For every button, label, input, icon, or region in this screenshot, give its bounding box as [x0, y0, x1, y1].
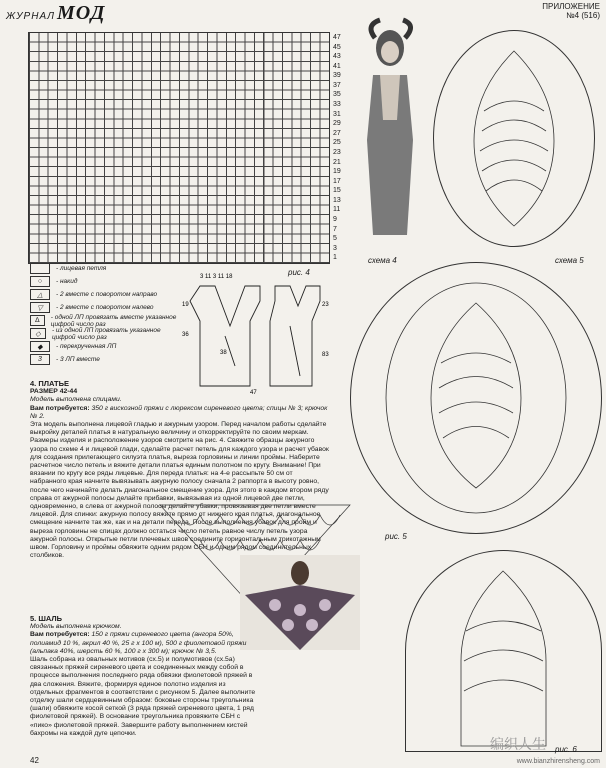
- scheme-5a-drawing: [406, 551, 601, 751]
- legend-text: - лицевая петля: [56, 265, 107, 272]
- magazine-prefix: ЖУРНАЛ: [6, 11, 55, 22]
- page-number: 42: [30, 756, 39, 765]
- scheme-5a-motif: [405, 550, 602, 752]
- chart-legend: [30, 262, 180, 366]
- supplement-label: [542, 2, 600, 20]
- dim-right-83: 83: [322, 352, 329, 358]
- dim-left-19: 19: [182, 302, 189, 308]
- dress-body: Эта модель выполнена лицевой гладью и ажурным узором. Перед началом работы сделайте выкройку деталей платья в натуральную величину и откорректируйте по своим меркам. Размеры изделия и расположение узоров смотрите на рис. 4. Свяжите образцы ажурного узора по схеме 4 и лицевой глади, сделайте расчет петель для каждого узора и расчет убавок для создания прилегающего силуэта платья, выреза горловины и линии проймы. Наберите расчетное число петель и вяжите детали платья единым полотном по кругу. Внимание! При вязании по кругу все ряды лицевые. Для переда платья: на 4-е рассыпьте 50 см от набранного края начните вывязывать ажурную полосу сначала 2 раппорта в высоту ровно, после чего начинайте делать диагональное смещение узора. Для этого в каждом втором ряду справа от ажурной полосы делайте прибавки, вывязывая из одной лицевой две петли, одновременно, в слева от ажурной полосы делайте убавки, провязывая две петли вместе лицевой. Для спинки: ажурную полосу вяжите прямо от нижнего края платья, диагональное смещение начните так же, как и на детали переда. После выполнения убавок для пройм и выреза горловины не спицах должно остаться число петель равное числу петель узора ажурной полосы. Открытые петли плечевых швов соедините горизонтальным трикотажным швом. Горловину и проймы обвяжите одним рядом СБН и одним рядом соединительных столбиков.: [30, 421, 329, 560]
- legend-item: [30, 327, 180, 340]
- shawl-method: Модель выполнена крючком.: [30, 623, 122, 631]
- legend-item: [30, 301, 180, 314]
- shawl-title: 5. ШАЛЬ: [30, 614, 63, 623]
- legend-item: [30, 353, 180, 366]
- legend-text: - 2 вместе с поворотом налево: [56, 304, 154, 311]
- chart-row-number: 17: [333, 177, 341, 185]
- legend-text: - из одной ЛП провязать указанное цифрой число раз: [51, 326, 161, 341]
- dress-pattern-drawing: [180, 266, 329, 396]
- legend-symbol: △: [30, 289, 50, 300]
- chart-row-number: 21: [333, 158, 341, 166]
- chart-row-number: 11: [333, 206, 341, 214]
- shawl-need-label: Вам потребуется:: [30, 631, 90, 639]
- page-header: [0, 0, 606, 22]
- legend-symbol: ◆: [30, 341, 50, 352]
- chart-row-number: 35: [333, 91, 341, 99]
- dim-right-23: 23: [322, 302, 329, 308]
- magazine-name: МОД: [56, 2, 106, 24]
- chart-row-number: 25: [333, 139, 341, 147]
- chart-row-number: 15: [333, 187, 341, 195]
- knitting-chart-grid: [28, 32, 330, 264]
- dim-top: 3 11 3 11 18: [200, 274, 233, 280]
- dress-model-photo: [345, 20, 435, 245]
- watermark-url: www.bianzhirensheng.com: [516, 758, 600, 765]
- chart-row-number: 9: [333, 216, 337, 224]
- legend-symbol: ▽: [30, 302, 50, 313]
- fig-5-label: рис. 5: [385, 532, 407, 541]
- scheme-5-label: схема 5: [555, 256, 584, 265]
- fig-shawl-label: рис. 6: [555, 745, 577, 754]
- dress-method: Модель выполнена спицами.: [30, 396, 122, 404]
- shawl-article: [30, 615, 260, 738]
- legend-symbol: ∆: [30, 315, 45, 326]
- legend-text: - 2 вместе с поворотом направо: [56, 291, 158, 298]
- legend-symbol: 3: [30, 354, 50, 365]
- legend-text: - перекрученная ЛП: [56, 343, 117, 350]
- legend-symbol: [30, 263, 50, 274]
- legend-text: - одной ЛП провязать вместе указанное цифрой число раз: [50, 313, 177, 328]
- dim-left-36: 36: [182, 332, 189, 338]
- chart-row-number: 3: [333, 244, 337, 252]
- legend-text: - накид: [56, 278, 78, 285]
- legend-item: [30, 288, 180, 301]
- dress-title: 4. ПЛАТЬЕ: [30, 379, 70, 388]
- chart-row-number: 23: [333, 148, 341, 156]
- scheme-4-drawing: [434, 31, 594, 246]
- scheme-5-motif: [350, 262, 602, 534]
- dress-need: 350 г вискозной пряжи с люрексом сиреневого цвета; спицы № 3; крючок № 2.: [30, 404, 328, 420]
- chart-row-number: 29: [333, 120, 341, 128]
- scheme-5-drawing: [351, 263, 601, 533]
- supplement-text: ПРИЛОЖЕНИЕ: [542, 2, 600, 11]
- chart-row-number: 5: [333, 235, 337, 243]
- chart-row-number: 7: [333, 225, 337, 233]
- chart-row-number: 31: [333, 110, 341, 118]
- dim-bottom-47: 47: [250, 390, 257, 396]
- chart-row-number: 19: [333, 168, 341, 176]
- issue-number: №4 (516): [566, 11, 600, 20]
- chart-row-number: 45: [333, 43, 341, 51]
- chart-row-number: 37: [333, 81, 341, 89]
- chart-row-number: 39: [333, 72, 341, 80]
- dress-size: РАЗМЕР 42-44: [30, 388, 78, 396]
- scheme-4-motif: [433, 30, 595, 247]
- chart-row-number: 1: [333, 254, 337, 262]
- chart-row-number: 33: [333, 101, 341, 109]
- shawl-need: 150 г пряжи сиреневого цвета (ангора 50%, полиамид 10 %, акрил 40 %, 25 г x 100 м), 500 г фиолетовой пряжи (альпака 40%, шерсть 60 %, 100 г x 300 м); крючок № 3,5.: [30, 631, 247, 655]
- dress-need-label: Вам потребуется:: [30, 404, 90, 412]
- shawl-body: Шаль собрана из овальных мотивов (сх.5) и полумотивов (сх.5а) связанных пряжей сиреневого цвета и соединенных между собой в процессе выполнения последнего ряда обвязки фиолетовой пряжей в два сложения. Вяжите, формируя единое полотно изделия из отдельных фрагментов в соответствии с рисунком 5. Далее выполните отделку шали сердцевинным образом: боковые стороны треугольника (шали) обвяжите косой сеткой (3 ряда пряжей сиреневого цвета, 1 ряд фиолетовой пряжей). В основание треугольника провяжите СБН с «пико» фиолетовой пряжей. Завершите работу выполнением кистей бахромы на каждой дуге цепочки.: [30, 656, 256, 737]
- chart-row-number: 43: [333, 53, 341, 61]
- legend-item: [30, 262, 180, 275]
- legend-item: [30, 314, 180, 327]
- fig-4-label: рис. 4: [288, 268, 310, 277]
- scheme-4-label: схема 4: [368, 256, 397, 265]
- chart-row-number: 41: [333, 62, 341, 70]
- legend-symbol: ○: [30, 276, 50, 287]
- legend-text: - 3 ЛП вместе: [56, 356, 100, 363]
- chart-row-number: 13: [333, 196, 341, 204]
- watermark-brand: 编织人生: [490, 736, 546, 752]
- chart-row-number: 27: [333, 129, 341, 137]
- magazine-title: [6, 2, 105, 25]
- legend-item: [30, 275, 180, 288]
- dim-38: 38: [220, 350, 227, 356]
- chart-row-number: 47: [333, 34, 341, 41]
- legend-symbol: ◇: [30, 328, 46, 339]
- legend-item: [30, 340, 180, 353]
